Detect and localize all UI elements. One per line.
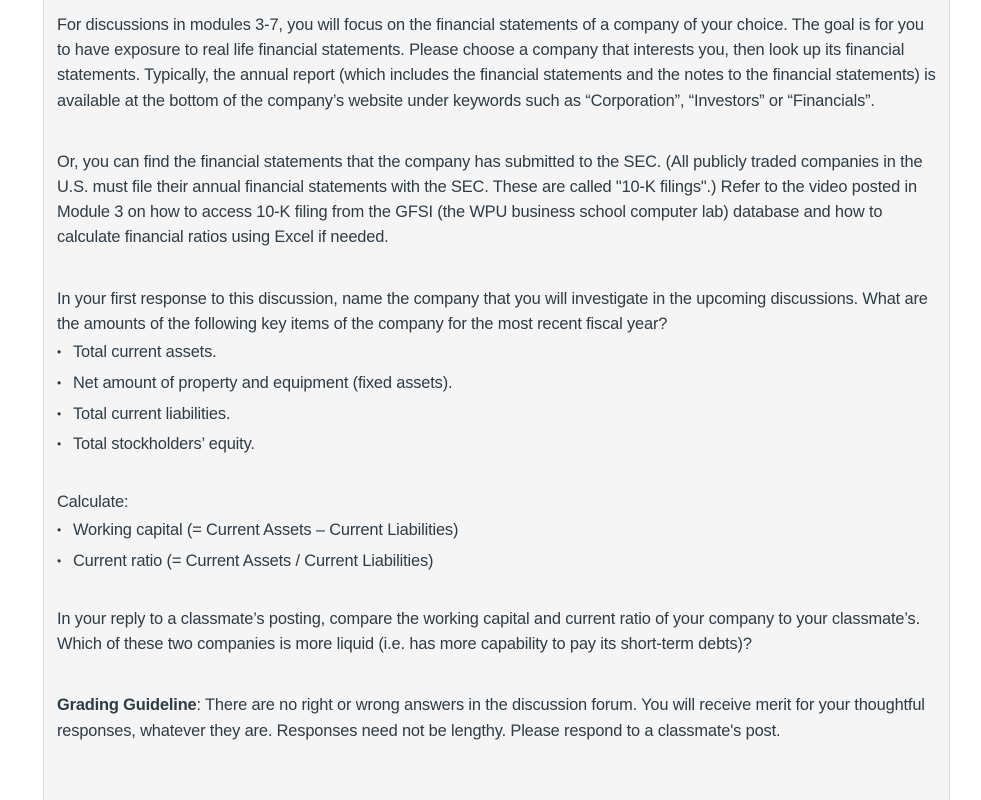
discussion-prompt	[57, 13, 937, 744]
grading-text: : There are no right or wrong answers in the discussion forum. You will receive merit for your thoughtful responses, whatever they are. Responses need not be lengthy. Please respond to a classmate's post.	[57, 696, 925, 740]
list-item-text: Net amount of property and equipment (fixed assets).	[73, 373, 453, 392]
list-item-text: Total current assets.	[73, 343, 217, 362]
spacer	[57, 460, 937, 490]
list-item	[57, 368, 937, 399]
bullet-icon: •	[57, 523, 62, 538]
spacer	[57, 577, 937, 607]
list-item-text: Total stockholders’ equity.	[73, 435, 255, 454]
reply-paragraph: In your reply to a classmate’s posting, compare the working capital and current ratio of your company to your classmate’s. Which of these two companies is more liquid (i.e. has more capability to pay its short-term debts)?	[57, 610, 920, 654]
list-item	[57, 515, 937, 546]
list-item	[57, 399, 937, 430]
bullet-icon: •	[57, 406, 62, 421]
calculate-heading: Calculate:	[57, 493, 129, 512]
key-items-list	[57, 337, 937, 460]
grading-label: Grading Guideline	[57, 696, 197, 715]
grading-guideline	[57, 693, 937, 743]
list-item	[57, 546, 937, 577]
list-item-text: Working capital (= Current Assets – Current Liabilities)	[73, 521, 459, 540]
spacer	[57, 114, 937, 150]
list-item	[57, 337, 937, 368]
sec-paragraph: Or, you can find the financial statements that the company has submitted to the SEC. (All publicly traded companies in the U.S. must file their annual financial statements with the SEC. These are called "10-K filings".) Refer to the video posted in Module 3 on how to access 10-K filing from the GFSI (the WPU business school computer lab) database and how to calculate financial ratios using Excel if needed.	[57, 152, 923, 247]
spacer	[57, 657, 937, 693]
calculations-list	[57, 515, 937, 577]
bullet-icon: •	[57, 345, 62, 360]
intro-paragraph: For discussions in modules 3-7, you will focus on the financial statements of a company of your choice. The goal is for you to have exposure to real life financial statements. Please choose a company that interests you, then look up its financial statements. Typically, the annual report (which includes the financial statements and the notes to the financial statements) is available at the bottom of the company’s website under keywords such as “Corporation”, “Investors” or “Financials”.	[57, 16, 936, 110]
list-item-text: Current ratio (= Current Assets / Current Liabilities)	[73, 552, 434, 571]
list-item-text: Total current liabilities.	[73, 404, 231, 423]
bullet-icon: •	[57, 554, 62, 569]
first-response-paragraph: In your first response to this discussion, name the company that you will investigate in the upcoming discussions. What are the amounts of the following key items of the company for the most recent fiscal year?	[57, 289, 928, 333]
bullet-icon: •	[57, 375, 62, 390]
spacer	[57, 251, 937, 287]
discussion-panel	[43, 0, 950, 800]
list-item	[57, 429, 937, 460]
bullet-icon: •	[57, 437, 62, 452]
